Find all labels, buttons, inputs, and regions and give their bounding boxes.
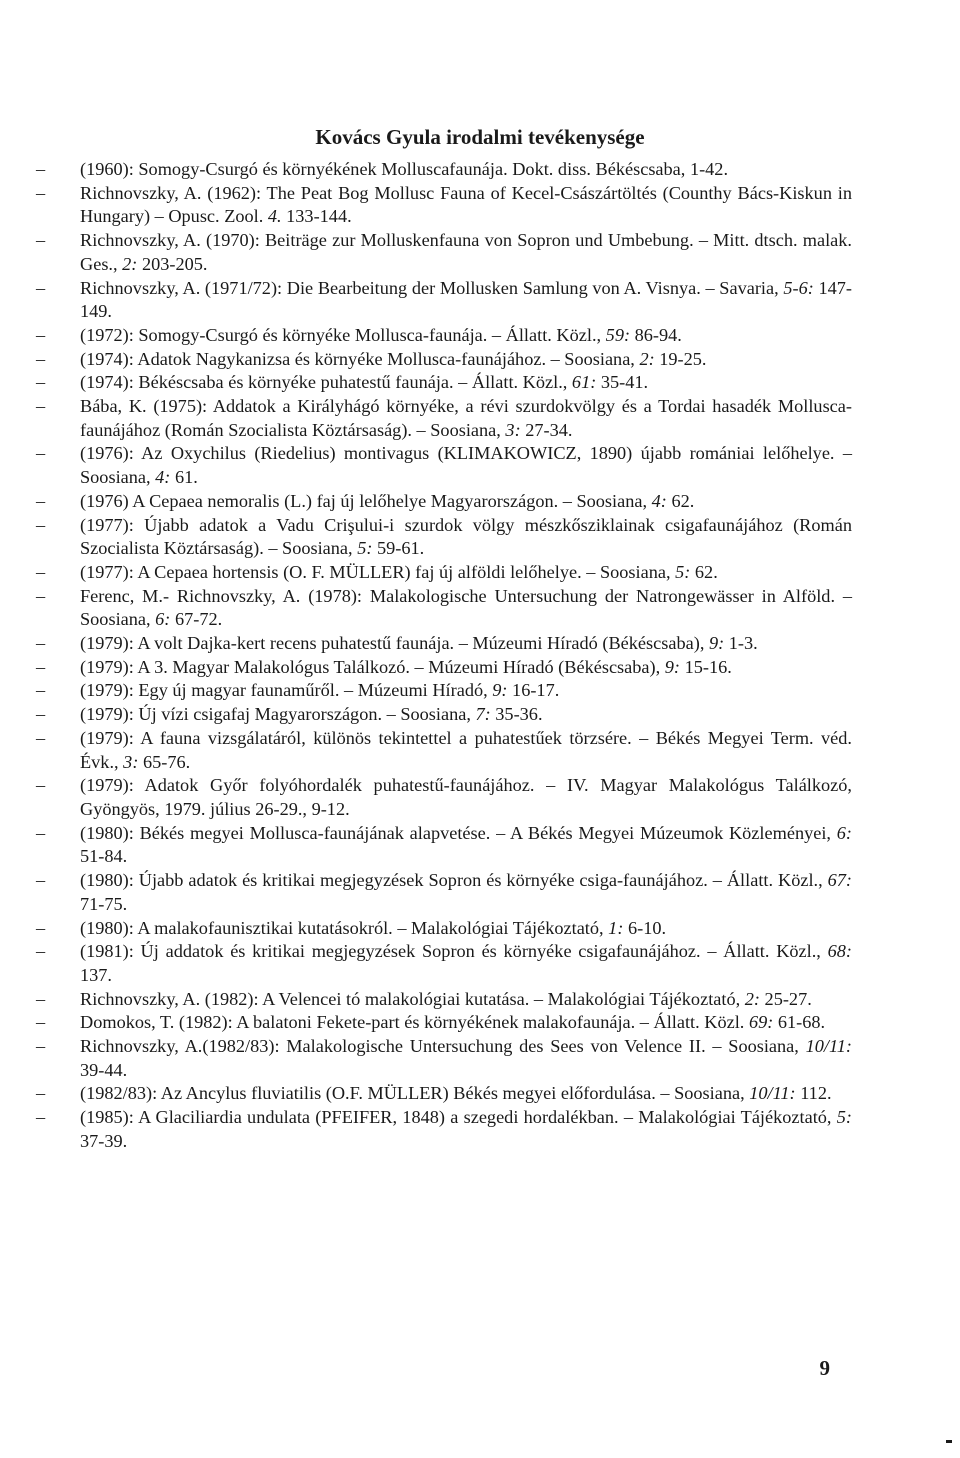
bibliography-entry (36, 514, 852, 561)
volume-number: 3: (123, 751, 139, 772)
list-dash: – (36, 727, 46, 748)
bibliography-entry (36, 585, 852, 632)
entry-text: 65-76. (138, 751, 191, 772)
bibliography-entry (36, 727, 852, 774)
bibliography-entry (36, 1106, 852, 1153)
entry-text: 59-61. (372, 538, 425, 559)
list-dash: – (36, 775, 46, 796)
entry-text: (1979): Új vízi csigafaj Magyarországon. – Soosiana, (80, 704, 476, 725)
list-dash: – (36, 230, 46, 251)
entry-text: (1976): Az Oxychilus (Riedelius) montivagus (KLIMAKOWICZ, 1890) újabb romániai lelőhelye. – Soosiana, (80, 443, 852, 488)
entry-text: 39-44. (80, 1059, 128, 1080)
bibliography-entry (36, 679, 852, 703)
entry-text: 137. (80, 964, 112, 985)
list-dash: – (36, 870, 46, 891)
volume-number: 2: (744, 988, 760, 1009)
entry-text: (1979): A volt Dajka-kert recens puhatestű faunája. – Múzeumi Híradó (Békéscsaba), (80, 633, 709, 654)
entry-text: (1977): Újabb adatok a Vadu Crişului-i szurdok völgy mészkősziklainak csigafaunájához (Román Szocialista Köztársaság). – Soosiana, (80, 514, 852, 559)
volume-number: 4: (651, 490, 667, 511)
entry-text: Richnovszky, A. (1982): A Velencei tó malakológiai kutatása. – Malakológiai Tájékoztató, (80, 988, 745, 1009)
entry-text: (1979): Egy új magyar faunaműről. – Múzeumi Híradó, (80, 680, 493, 701)
list-dash: – (36, 917, 46, 938)
bibliography-entry (36, 229, 852, 276)
entry-text: 27-34. (520, 419, 573, 440)
volume-number: 5: (357, 538, 373, 559)
volume-number: 9: (708, 633, 725, 654)
volume-number: 7: (475, 704, 491, 725)
list-dash: – (36, 633, 46, 654)
bibliography-entry (36, 324, 852, 348)
list-dash: – (36, 941, 46, 962)
list-dash: – (36, 680, 46, 701)
volume-number: 69: (748, 1012, 774, 1033)
entry-text: Richnovszky, A. (1970): Beiträge zur Molluskenfauna von Sopron und Umbebung. – Mitt. dtsch. malak. Ges., (80, 230, 852, 274)
entry-text: (1960): Somogy-Csurgó és környékének Molluscafaunája. Dokt. diss. Békéscsaba, 1-42. (80, 159, 729, 179)
page-title: Kovács Gyula irodalmi tevékenysége (315, 125, 645, 149)
bibliography-entry (36, 561, 852, 585)
bibliography-entry (36, 1035, 852, 1082)
entry-text: 35-36. (490, 704, 543, 725)
volume-number: 6: (155, 609, 171, 630)
entry-text: (1980): Békés megyei Mollusca-faunájának alapvetése. – A Békés Megyei Múzeumok Közleményei, (80, 822, 837, 843)
volume-number: 4. (267, 206, 282, 227)
volume-number: 3: (505, 419, 521, 440)
entry-text: (1980): A malakofaunisztikai kutatásokról. – Malakológiai Tájékoztató, (80, 917, 609, 938)
entry-text: 133-144. (281, 206, 352, 227)
bibliography-entry (36, 395, 852, 442)
list-dash: – (36, 1083, 46, 1104)
bibliography-entry (36, 348, 852, 372)
entry-text: 112. (795, 1083, 832, 1104)
list-dash: – (36, 348, 46, 369)
entry-text: 25-27. (759, 988, 812, 1009)
entry-text: 19-25. (654, 348, 707, 369)
corner-mark (946, 1440, 952, 1443)
entry-text: (1979): Adatok Győr folyóhordalék puhatestű-faunájához. – IV. Magyar Malakológus Találkozó, Gyöngyös, 1979. július 26-29., 9-12. (80, 775, 852, 819)
bibliography-entry (36, 371, 852, 395)
bibliography-entry (36, 442, 852, 489)
entry-text: 35-41. (596, 372, 649, 393)
entry-text: 67-72. (170, 609, 223, 630)
list-dash: – (36, 324, 46, 345)
list-dash: – (36, 490, 46, 511)
entry-text: Bába, K. (1975): Addatok a Királyhágó környéke, a révi szurdokvölgy és a Tordai hasadék Mollusca-faunájához (Román Szocialista Köztársaság). – Soosiana, (80, 396, 852, 440)
bibliography-list (36, 158, 852, 1154)
entry-text: 51-84. (80, 846, 128, 867)
bibliography-entry (36, 1082, 852, 1106)
list-dash: – (36, 1036, 46, 1057)
volume-number: 9: (492, 680, 508, 701)
entry-text: (1977): A Cepaea hortensis (O. F. MÜLLER) faj új alföldi lelőhelye. – Soosiana, (80, 561, 676, 582)
list-dash: – (36, 443, 46, 464)
entry-text: Domokos, T. (1982): A balatoni Fekete-part és környékének malakofaunája. – Állatt. Közl. (80, 1012, 749, 1033)
volume-number: 10/11: (749, 1083, 796, 1104)
volume-number: 61: (571, 372, 597, 393)
entry-text: (1976) A Cepaea nemoralis (L.) faj új lelőhelye Magyarországon. – Soosiana, (80, 490, 652, 511)
bibliography-entry (36, 182, 852, 229)
volume-number: 4: (155, 467, 171, 488)
entry-text: (1979): A fauna vizsgálatáról, különös tekintettel a puhatestűek törzsére. – Békés Megyei Term. véd. Évk., (80, 727, 852, 772)
entry-text: (1981): Új addatok és kritikai megjegyzések Sopron és környéke csigafaunájához. – Állatt. Közl., (80, 941, 828, 962)
bibliography-entry (36, 869, 852, 916)
list-dash: – (36, 1107, 46, 1128)
list-dash: – (36, 182, 46, 203)
volume-number: 2: (639, 348, 655, 369)
list-dash: – (36, 514, 46, 535)
entry-text: Richnovszky, A.(1982/83): Malakologische Untersuchung des Sees von Velence II. – Soosiana, (80, 1036, 806, 1057)
entry-text: (1985): A Glaciliardia undulata (PFEIFER, 1848) a szegedi hordalékban. – Malakológiai Tájékoztató, (80, 1107, 837, 1128)
entry-text: 62. (690, 561, 718, 582)
volume-number: 10/11: (805, 1036, 852, 1057)
volume-number: 67: (827, 870, 852, 891)
entry-text: 6-10. (623, 917, 667, 938)
bibliography-entry (36, 822, 852, 869)
entry-text: 61. (170, 467, 198, 488)
volume-number: 68: (827, 941, 852, 962)
bibliography-entry (36, 917, 852, 941)
list-dash: – (36, 396, 46, 417)
entry-text: 86-94. (630, 324, 682, 345)
list-dash: – (36, 372, 46, 393)
entry-text: Ferenc, M.- Richnovszky, A. (1978): Malakologische Untersuchung der Natrongewässer in Alföld. – Soosiana, (80, 585, 852, 630)
entry-text: 147-149. (80, 277, 852, 322)
volume-number: 5: (836, 1107, 852, 1128)
entry-text: (1980): Újabb adatok és kritikai megjegyzések Sopron és környéke csiga-faunájához. – Állatt. Közl., (80, 870, 828, 891)
list-dash: – (36, 822, 46, 843)
entry-text: 15-16. (680, 656, 732, 677)
list-dash: – (36, 704, 46, 725)
entry-text: 62. (666, 490, 695, 511)
volume-number: 6: (836, 822, 852, 843)
bibliography-entry (36, 988, 852, 1012)
entry-text: 203-205. (137, 253, 208, 274)
entry-text: 61-68. (773, 1012, 826, 1033)
entry-text: 16-17. (507, 680, 560, 701)
list-dash: – (36, 1012, 46, 1033)
bibliography-entry (36, 632, 852, 656)
volume-number: 5: (675, 561, 691, 582)
volume-number: 2: (122, 253, 138, 274)
entry-text: Richnovszky, A. (1971/72): Die Bearbeitung der Mollusken Samlung von A. Visnya. – Savaria, (80, 277, 784, 298)
bibliography-entry (36, 774, 852, 821)
volume-number: 59: (605, 324, 631, 345)
volume-number: 1: (608, 917, 624, 938)
entry-text: (1972): Somogy-Csurgó és környéke Mollusca-faunája. – Állatt. Közl., (80, 324, 606, 345)
bibliography-entry (36, 703, 852, 727)
entry-text: (1974): Adatok Nagykanizsa és környéke Mollusca-faunájához. – Soosiana, (80, 348, 640, 369)
list-dash: – (36, 277, 46, 298)
entry-text: 37-39. (80, 1130, 128, 1151)
entry-text: (1982/83): Az Ancylus fluviatilis (O.F. MÜLLER) Békés megyei előfordulása. – Soosiana, (80, 1083, 750, 1104)
bibliography-entry (36, 277, 852, 324)
entry-text: 71-75. (80, 893, 128, 914)
page-number: 9 (819, 1356, 830, 1380)
bibliography-entry (36, 158, 852, 182)
list-dash: – (36, 561, 46, 582)
entry-text: (1979): A 3. Magyar Malakológus Találkozó. – Múzeumi Híradó (Békéscsaba), (80, 656, 665, 677)
bibliography-entry (36, 656, 852, 680)
entry-text: Richnovszky, A. (1962): The Peat Bog Mollusc Fauna of Kecel-Császártöltés (Counthy Bács-Kiskun in Hungary) – Opusc. Zool. (80, 182, 852, 227)
entry-text: (1974): Békéscsaba és környéke puhatestű faunája. – Állatt. Közl., (80, 372, 572, 393)
bibliography-entry (36, 1011, 852, 1035)
list-dash: – (36, 585, 46, 606)
volume-number: 9: (664, 656, 681, 677)
bibliography-entry (36, 490, 852, 514)
list-dash: – (36, 656, 46, 677)
bibliography-entry (36, 940, 852, 987)
list-dash: – (36, 988, 46, 1009)
list-dash: – (36, 159, 46, 179)
volume-number: 5-6: (783, 277, 814, 298)
entry-text: 1-3. (724, 633, 758, 654)
